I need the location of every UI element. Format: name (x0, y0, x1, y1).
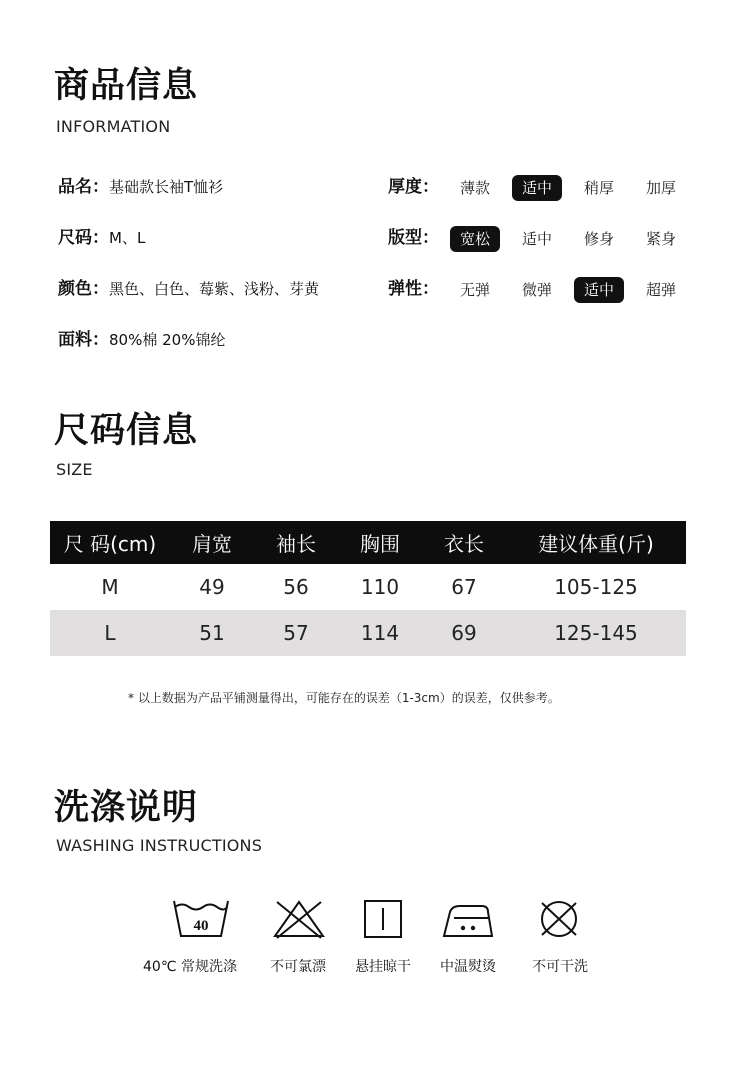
attr-color (58, 281, 319, 298)
table-cell: 57 (254, 610, 338, 656)
iron-medium-icon (440, 900, 496, 940)
table-cell: L (50, 610, 170, 656)
attr-value: M、L (109, 229, 146, 247)
header-cell: 胸围 (338, 521, 422, 564)
wash-label: 40℃ 常规洗涤 (143, 959, 237, 975)
attr-key: 品名： (58, 177, 109, 197)
fit-option: 修身 (583, 230, 614, 248)
attr-size (58, 230, 145, 247)
table-cell: 56 (283, 575, 309, 599)
header-cell: 尺 码(cm) (50, 521, 170, 564)
size-info-subtitle: SIZE (56, 460, 93, 479)
product-info-subtitle: INFORMATION (56, 117, 171, 136)
attr-value: 80%棉 20%锦纶 (109, 331, 226, 349)
table-row (50, 564, 686, 610)
attr-fabric (58, 332, 225, 349)
fit-option-selected: 宽松 (450, 226, 500, 252)
size-table (50, 521, 686, 656)
elasticity-option: 无弹 (459, 281, 490, 299)
table-cell: 114 (338, 610, 422, 656)
table-cell: 105-125 (554, 575, 638, 599)
table-cell: 51 (170, 610, 254, 656)
washing-title: 洗涤说明 (54, 788, 199, 828)
elasticity-label: 弹性： (388, 279, 439, 299)
table-cell: 69 (422, 610, 506, 656)
table-row (50, 610, 686, 656)
attr-product-name (58, 179, 223, 196)
attr-key: 尺码： (58, 228, 109, 248)
table-cell: 49 (199, 575, 225, 599)
fit-option: 紧身 (645, 230, 676, 248)
elasticity-option: 超弹 (645, 281, 676, 299)
header-cell: 肩宽 (170, 521, 254, 564)
no-bleach-label: 不可氯漂 (270, 959, 326, 975)
line-dry-label: 悬挂晾干 (355, 959, 411, 975)
attr-value: 基础款长袖T恤衫 (109, 178, 224, 196)
fit-option: 适中 (521, 230, 552, 248)
no-dry-clean-label: 不可干洗 (532, 959, 588, 975)
size-note: * 以上数据为产品平铺测量得出，可能存在的误差（1-3cm）的误差，仅供参考。 (128, 691, 560, 705)
attr-value: 黑色、白色、莓紫、浅粉、芽黄 (109, 280, 320, 298)
no-dry-clean-icon (536, 898, 582, 940)
wash-40-icon (172, 898, 230, 940)
fit-label: 版型： (388, 228, 439, 248)
elasticity-option-selected: 适中 (574, 277, 624, 303)
table-cell: 110 (360, 575, 400, 599)
thickness-label: 厚度： (388, 177, 439, 197)
thickness-option: 稍厚 (583, 179, 614, 197)
no-bleach-icon (271, 898, 327, 940)
iron-label: 中温熨烫 (440, 959, 496, 975)
size-info-title: 尺码信息 (54, 411, 199, 451)
attr-key: 面料： (58, 330, 109, 350)
header-cell: 建议体重(斤) (506, 521, 686, 564)
size-table-header (50, 521, 686, 564)
table-cell: M (101, 575, 119, 599)
header-cell: 袖长 (254, 521, 338, 564)
table-cell: 125-145 (506, 610, 686, 656)
elasticity-option: 微弹 (521, 281, 552, 299)
washing-subtitle: WASHING INSTRUCTIONS (56, 836, 263, 855)
thickness-option: 薄款 (459, 179, 490, 197)
attr-key: 颜色： (58, 279, 109, 299)
table-cell: 67 (451, 575, 477, 599)
header-cell: 衣长 (422, 521, 506, 564)
product-info-title: 商品信息 (54, 66, 199, 106)
wash-temperature-text: 40 (193, 918, 209, 934)
line-dry-icon (362, 898, 404, 940)
thickness-option-selected: 适中 (512, 175, 562, 201)
thickness-option: 加厚 (645, 179, 676, 197)
